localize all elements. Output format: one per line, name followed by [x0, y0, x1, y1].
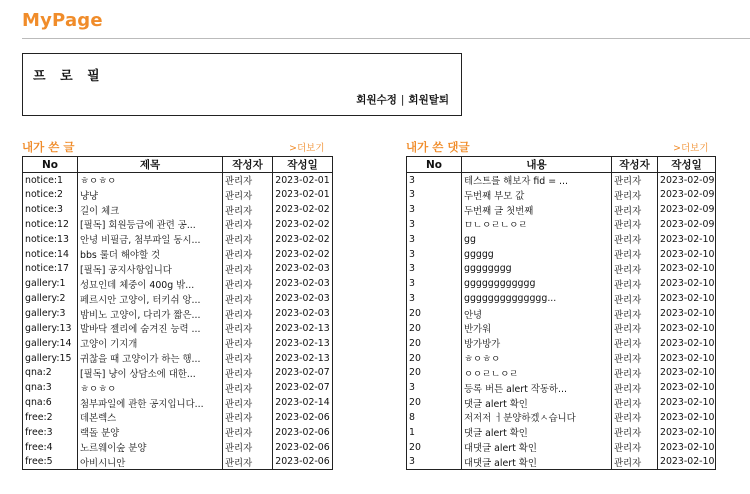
- row-title-link[interactable]: gggggggg: [462, 262, 612, 277]
- row-number: 1: [407, 425, 462, 440]
- row-author: 관리자: [223, 425, 273, 440]
- row-number: 20: [407, 306, 462, 321]
- row-number: notice:1: [23, 173, 78, 188]
- row-author: 관리자: [223, 455, 273, 470]
- row-number: notice:2: [23, 187, 78, 202]
- column-header: 제목: [78, 157, 223, 173]
- table-row: [23, 336, 333, 351]
- row-title-link[interactable]: 안녕 비필금, 첨부파일 동시...: [78, 232, 223, 247]
- column-header: 작성일: [658, 157, 716, 173]
- row-number: gallery:13: [23, 321, 78, 336]
- row-number: notice:17: [23, 262, 78, 277]
- row-title-link[interactable]: 두번째 글 첫번째: [462, 202, 612, 217]
- comments-more-link[interactable]: >더보기: [673, 143, 709, 154]
- row-title-link[interactable]: 아비시니안: [78, 455, 223, 470]
- row-title-link[interactable]: 고양이 기지개: [78, 336, 223, 351]
- row-number: gallery:15: [23, 351, 78, 366]
- row-title-link[interactable]: ㅁㄴㅇㄹㄴㅇㄹ: [462, 217, 612, 232]
- posts-table: [22, 156, 333, 470]
- row-title-link[interactable]: 테스트를 해보자 fid = ...: [462, 173, 612, 188]
- row-number: gallery:14: [23, 336, 78, 351]
- row-date: 2023-02-10: [660, 456, 715, 468]
- row-date: 2023-02-10: [660, 367, 715, 379]
- row-author: 관리자: [612, 365, 658, 380]
- table-row: [407, 306, 716, 321]
- table-row: [23, 276, 333, 291]
- row-number: 3: [407, 187, 462, 202]
- row-date: 2023-02-13: [275, 352, 330, 364]
- table-row: [23, 410, 333, 425]
- row-date: 2023-02-13: [275, 322, 330, 334]
- row-title-link[interactable]: bbs 룰더 해야할 것: [78, 247, 223, 262]
- row-title-link[interactable]: 대댓글 alert 확인: [462, 455, 612, 470]
- row-number: gallery:3: [23, 306, 78, 321]
- row-date: 2023-02-01: [275, 174, 330, 186]
- row-date: 2023-02-02: [275, 218, 330, 230]
- profile-title: 프 로 필: [33, 69, 105, 84]
- row-author: 관리자: [612, 187, 658, 202]
- row-title-link[interactable]: [필독] 냥이 상담소에 대한...: [78, 365, 223, 380]
- row-author: 관리자: [223, 187, 273, 202]
- table-row: [23, 247, 333, 262]
- table-row: [407, 262, 716, 277]
- row-title-link[interactable]: 성묘인데 체중이 400g 밖...: [78, 276, 223, 291]
- table-row: [407, 291, 716, 306]
- table-row: [407, 380, 716, 395]
- column-header: 내용: [462, 157, 612, 173]
- row-number: 20: [407, 351, 462, 366]
- row-title-link[interactable]: 페르시안 고양이, 터키쉬 앙...: [78, 291, 223, 306]
- row-date: 2023-02-07: [275, 382, 330, 394]
- row-number: 20: [407, 321, 462, 336]
- row-title-link[interactable]: ㅎㅇㅎㅇ: [78, 380, 223, 395]
- row-title-link[interactable]: 귀찮을 때 고양이가 하는 행...: [78, 351, 223, 366]
- row-date: 2023-02-02: [275, 233, 330, 245]
- table-row: [407, 232, 716, 247]
- table-header-row: [407, 157, 716, 173]
- row-title-link[interactable]: 댓글 alert 확인: [462, 425, 612, 440]
- row-author: 관리자: [612, 247, 658, 262]
- row-author: 관리자: [612, 321, 658, 336]
- row-number: 8: [407, 410, 462, 425]
- row-title-link[interactable]: gggggggggggggg...: [462, 291, 612, 306]
- table-row: [407, 321, 716, 336]
- table-row: [23, 202, 333, 217]
- row-date: 2023-02-06: [275, 426, 330, 438]
- table-row: [407, 202, 716, 217]
- row-number: free:3: [23, 425, 78, 440]
- row-title-link[interactable]: [필독] 회원등급에 관련 공...: [78, 217, 223, 232]
- row-title-link[interactable]: 밤비노 고양이, 다리가 짧은...: [78, 306, 223, 321]
- row-date: 2023-02-09: [660, 218, 715, 230]
- row-date: 2023-02-09: [660, 204, 715, 216]
- table-row: [407, 410, 716, 425]
- row-number: 20: [407, 336, 462, 351]
- table-row: [23, 380, 333, 395]
- row-number: 3: [407, 262, 462, 277]
- table-row: [23, 365, 333, 380]
- table-row: [407, 217, 716, 232]
- row-author: 관리자: [612, 306, 658, 321]
- row-date: 2023-02-10: [660, 293, 715, 305]
- row-date: 2023-02-03: [275, 308, 330, 320]
- row-date: 2023-02-10: [660, 308, 715, 320]
- row-title-link[interactable]: ggggg: [462, 247, 612, 262]
- row-title-link[interactable]: 길이 체크: [78, 202, 223, 217]
- table-row: [23, 262, 333, 277]
- profile-actions: [356, 92, 449, 107]
- table-row: [407, 351, 716, 366]
- row-number: 3: [407, 276, 462, 291]
- row-number: notice:14: [23, 247, 78, 262]
- row-title-link[interactable]: 방가방가: [462, 336, 612, 351]
- row-author: 관리자: [612, 380, 658, 395]
- row-number: 3: [407, 291, 462, 306]
- row-number: 3: [407, 455, 462, 470]
- row-date: 2023-02-10: [660, 248, 715, 260]
- row-author: 관리자: [612, 173, 658, 188]
- row-author: 관리자: [223, 440, 273, 455]
- column-header: 작성일: [273, 157, 333, 173]
- row-date: 2023-02-10: [660, 233, 715, 245]
- row-author: 관리자: [223, 380, 273, 395]
- table-row: [407, 395, 716, 410]
- row-author: 관리자: [612, 202, 658, 217]
- row-date: 2023-02-10: [660, 278, 715, 290]
- row-author: 관리자: [612, 276, 658, 291]
- row-date: 2023-02-03: [275, 263, 330, 275]
- table-row: [23, 217, 333, 232]
- row-date: 2023-02-03: [275, 293, 330, 305]
- table-row: [407, 336, 716, 351]
- row-number: notice:12: [23, 217, 78, 232]
- row-author: 관리자: [612, 217, 658, 232]
- row-author: 관리자: [612, 232, 658, 247]
- row-date: 2023-02-01: [275, 189, 330, 201]
- row-date: 2023-02-10: [660, 352, 715, 364]
- row-date: 2023-02-10: [660, 322, 715, 334]
- row-author: 관리자: [612, 291, 658, 306]
- table-header-row: [23, 157, 333, 173]
- title-divider: [22, 38, 750, 39]
- profile-box: [22, 53, 462, 116]
- row-author: 관리자: [223, 321, 273, 336]
- table-row: [407, 247, 716, 262]
- table-row: [407, 173, 716, 188]
- row-author: 관리자: [223, 217, 273, 232]
- row-author: 관리자: [223, 351, 273, 366]
- row-number: 20: [407, 440, 462, 455]
- row-author: 관리자: [223, 173, 273, 188]
- row-number: gallery:1: [23, 276, 78, 291]
- column-header: 작성자: [223, 157, 273, 173]
- row-title-link[interactable]: 반가워: [462, 321, 612, 336]
- row-number: qna:3: [23, 380, 78, 395]
- row-date: 2023-02-06: [275, 456, 330, 468]
- row-date: 2023-02-06: [275, 441, 330, 453]
- row-date: 2023-02-09: [660, 189, 715, 201]
- row-date: 2023-02-10: [660, 263, 715, 275]
- row-number: gallery:2: [23, 291, 78, 306]
- row-author: 관리자: [223, 306, 273, 321]
- table-row: [23, 187, 333, 202]
- table-row: [407, 276, 716, 291]
- row-number: 3: [407, 232, 462, 247]
- row-date: 2023-02-14: [275, 397, 330, 409]
- row-number: 3: [407, 202, 462, 217]
- row-number: qna:2: [23, 365, 78, 380]
- row-date: 2023-02-10: [660, 337, 715, 349]
- row-number: free:2: [23, 410, 78, 425]
- row-title-link[interactable]: 댓글 alert 확인: [462, 395, 612, 410]
- row-author: 관리자: [223, 410, 273, 425]
- table-row: [407, 455, 716, 470]
- posts-more-link[interactable]: >더보기: [289, 143, 325, 154]
- page-title: MyPage: [22, 10, 103, 31]
- row-title-link[interactable]: 대댓글 alert 확인: [462, 440, 612, 455]
- row-number: 20: [407, 395, 462, 410]
- row-date: 2023-02-10: [660, 397, 715, 409]
- row-author: 관리자: [223, 395, 273, 410]
- row-author: 관리자: [612, 336, 658, 351]
- table-row: [23, 232, 333, 247]
- row-title-link[interactable]: ㅎㅇㅎㅇ: [462, 351, 612, 366]
- row-title-link[interactable]: 랙돌 분양: [78, 425, 223, 440]
- row-number: free:4: [23, 440, 78, 455]
- row-number: 3: [407, 380, 462, 395]
- row-title-link[interactable]: gg: [462, 232, 612, 247]
- row-title-link[interactable]: [필독] 공지사항입니다: [78, 262, 223, 277]
- row-title-link[interactable]: 등록 버튼 alert 작동하...: [462, 380, 612, 395]
- column-header: 작성자: [612, 157, 658, 173]
- row-author: 관리자: [612, 455, 658, 470]
- row-number: free:5: [23, 455, 78, 470]
- row-title-link[interactable]: 발바닥 젤리에 숨겨진 능력 ...: [78, 321, 223, 336]
- row-date: 2023-02-13: [275, 337, 330, 349]
- row-date: 2023-02-02: [275, 248, 330, 260]
- row-author: 관리자: [612, 395, 658, 410]
- row-date: 2023-02-10: [660, 382, 715, 394]
- table-row: [23, 395, 333, 410]
- table-row: [23, 306, 333, 321]
- row-title-link[interactable]: 첨부파일에 관한 공지입니다...: [78, 395, 223, 410]
- table-row: [23, 440, 333, 455]
- row-author: 관리자: [612, 410, 658, 425]
- row-number: 20: [407, 365, 462, 380]
- row-author: 관리자: [612, 262, 658, 277]
- column-header: No: [23, 157, 78, 173]
- row-title-link[interactable]: 안녕: [462, 306, 612, 321]
- row-author: 관리자: [223, 247, 273, 262]
- row-title-link[interactable]: 냥냥: [78, 187, 223, 202]
- row-title-link[interactable]: gggggggggggg: [462, 276, 612, 291]
- row-date: 2023-02-10: [660, 441, 715, 453]
- withdraw-member-button[interactable]: 회원탈퇴: [408, 94, 449, 106]
- row-date: 2023-02-07: [275, 367, 330, 379]
- row-author: 관리자: [612, 351, 658, 366]
- action-separator: |: [400, 94, 405, 106]
- row-author: 관리자: [612, 440, 658, 455]
- row-author: 관리자: [223, 291, 273, 306]
- table-row: [23, 173, 333, 188]
- row-number: notice:13: [23, 232, 78, 247]
- row-number: 3: [407, 247, 462, 262]
- row-number: 3: [407, 217, 462, 232]
- table-row: [23, 351, 333, 366]
- row-number: 3: [407, 173, 462, 188]
- row-author: 관리자: [223, 276, 273, 291]
- row-title-link[interactable]: ㅇㅇㄹㄴㅇㄹ: [462, 365, 612, 380]
- row-date: 2023-02-10: [660, 411, 715, 423]
- table-row: [407, 187, 716, 202]
- row-date: 2023-02-10: [660, 426, 715, 438]
- row-author: 관리자: [612, 425, 658, 440]
- column-header: No: [407, 157, 462, 173]
- comments-section-title: 내가 쓴 댓글: [406, 140, 470, 154]
- table-row: [23, 291, 333, 306]
- row-author: 관리자: [223, 232, 273, 247]
- row-title-link[interactable]: 저저저 ㅓ분양하겠ㅅ습니다: [462, 410, 612, 425]
- table-row: [407, 440, 716, 455]
- row-date: 2023-02-02: [275, 204, 330, 216]
- row-number: qna:6: [23, 395, 78, 410]
- row-number: notice:3: [23, 202, 78, 217]
- comments-table: [406, 156, 716, 470]
- row-date: 2023-02-06: [275, 411, 330, 423]
- row-date: 2023-02-09: [660, 174, 715, 186]
- row-title-link[interactable]: 노르웨이숲 분양: [78, 440, 223, 455]
- row-title-link[interactable]: 두번째 부모 값: [462, 187, 612, 202]
- row-date: 2023-02-03: [275, 278, 330, 290]
- row-title-link[interactable]: 데본렉스: [78, 410, 223, 425]
- table-row: [23, 321, 333, 336]
- table-row: [407, 365, 716, 380]
- row-author: 관리자: [223, 365, 273, 380]
- table-row: [407, 425, 716, 440]
- row-author: 관리자: [223, 336, 273, 351]
- posts-section-title: 내가 쓴 글: [22, 140, 75, 154]
- row-author: 관리자: [223, 262, 273, 277]
- table-row: [23, 425, 333, 440]
- row-title-link[interactable]: ㅎㅇㅎㅇ: [78, 173, 223, 188]
- table-row: [23, 455, 333, 470]
- row-author: 관리자: [223, 202, 273, 217]
- edit-member-button[interactable]: 회원수정: [356, 94, 397, 106]
